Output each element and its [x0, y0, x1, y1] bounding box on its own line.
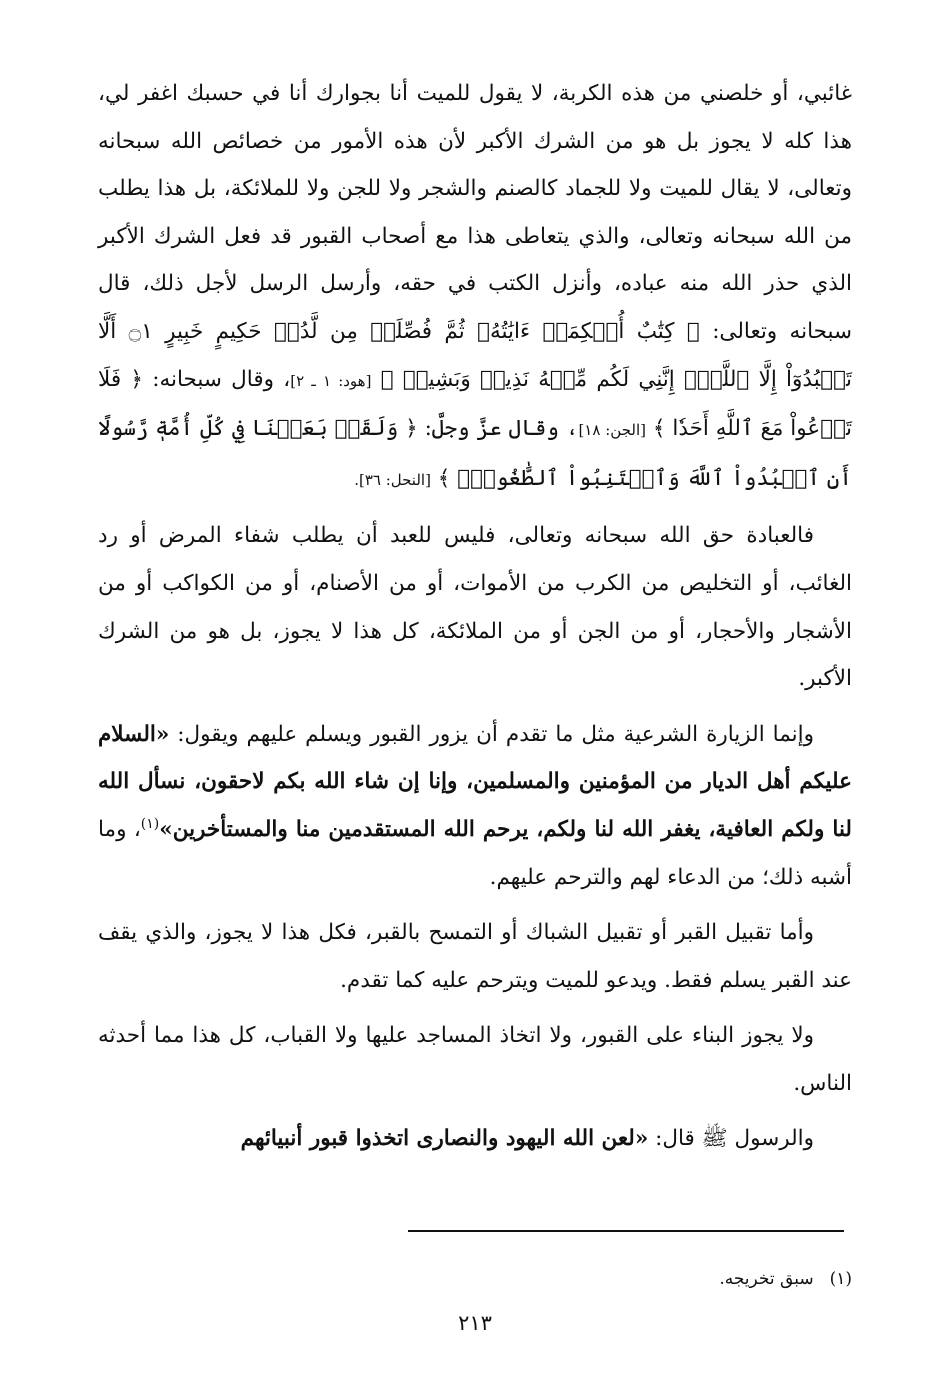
- paragraph-4: وأما تقبيل القبر أو تقبيل الشباك أو التمسح بالقبر، فكل هذا لا يجوز، والذي يقف عند القبر يسلم فقط. ويدعو للميت ويترحم عليه كما تقدم.: [98, 920, 852, 993]
- quran-verse-jinn: ﴿ فَلَا تَدۡعُواْ مَعَ ٱللَّهِ أَحَدٗا ﴾: [98, 366, 852, 442]
- footnote-text: سبق تخريجه.: [719, 1269, 814, 1289]
- verse-reference-jinn: [الجن: ١٨]: [578, 421, 646, 440]
- hadith-curse: «لعن الله اليهود والنصارى اتخذوا قبور أنبيائهم: [240, 1126, 649, 1152]
- footnote-divider: [408, 1230, 844, 1232]
- paragraph-2: فالعبادة حق الله سبحانه وتعالى، فليس للعبد أن يطلب شفاء المرض أو رد الغائب، أو التخليص من الكرب من الأموات، أو من الأصنام، أو من الكواكب أو من الأشجار والأحجار، أو من الجن أو من الملائكة، كل هذا لا يجوز، بل هو من الشرك الأكبر.: [98, 523, 852, 692]
- quran-verse-nahl: ﴿ وَلَقَدۡ بَعَثۡنَا فِي كُلِّ أُمَّةٖ رَّسُولًا أَنِ ٱعۡبُدُواْ ٱللَّهَ وَٱجۡتَنِبُواْ ٱلطَّٰغُوتَۖ ﴾: [98, 416, 852, 491]
- verse-reference-hud: [هود: ١ ـ ٢]: [290, 371, 372, 390]
- paragraph-1-connector-b: ، وقال عزَّ وجلَّ:: [424, 416, 579, 442]
- verse-reference-nahl: [النحل: ٣٦].: [354, 470, 431, 489]
- quran-verse-hud: ﴿ كِتَٰبٌ أُحۡكِمَتۡ ءَايَٰتُهُۥ ثُمَّ فُصِّلَتۡ مِن لَّدُنۡ حَكِيمٍ خَبِيرٍ ۝١ أَلَّا تَعۡبُدُوٓاْ إِلَّا ٱللَّهَۚ إِنَّنِي لَكُم مِّنۡهُ نَذِيرٞ وَبَشِيرٞ ﴾: [98, 318, 852, 392]
- footnote: [719, 1266, 852, 1292]
- paragraph-1-text: غائبي، أو خلصني من هذه الكربة، لا يقول للميت أنا بجوارك أنا في حسبك اغفر لي، هذا كله لا يجوز بل هو من الشرك الأكبر لأن هذه الأمور من خصائص الله سبحانه وتعالى، لا يقال للميت ولا للجماد كالصنم والشجر ولا للجن ولا للملائكة، بل هذا يطلب من الله سبحانه وتعالى، والذي يتعاطى هذا مع أصحاب القبور قد فعل الشرك الأكبر الذي حذر الله منه عباده، وأنزل الكتب في حقه، وأرسل الرسل لأجل ذلك، قال سبحانه وتعالى:: [98, 81, 853, 344]
- paragraph-1: [98, 70, 852, 504]
- footnote-marker: (١): [140, 815, 160, 832]
- paragraph-6-intro: والرسول ﷺ قال:: [655, 1126, 814, 1152]
- footnote-number: (١): [829, 1269, 852, 1289]
- paragraph-6: [98, 1115, 852, 1163]
- page-body: [98, 70, 852, 1171]
- hadith-grave-greeting: «السلام عليكم أهل الديار من المؤمنين والمسلمين، وإنا إن شاء الله بكم لاحقون، نسأل الله لنا ولكم العافية، يغفر الله لنا ولكم، يرحم الله المستقدمين منا والمستأخرين»: [98, 721, 852, 842]
- paragraph-5: ولا يجوز البناء على القبور، ولا اتخاذ المساجد عليها ولا القباب، كل هذا مما أحدثه الناس.: [98, 1023, 852, 1096]
- paragraph-3-tail: ، وما أشبه ذلك؛ من الدعاء لهم والترحم عليهم.: [98, 816, 852, 890]
- paragraph-3: [98, 711, 852, 901]
- paragraph-3-intro: وإنما الزيارة الشرعية مثل ما تقدم أن يزور القبور ويسلم عليهم ويقول:: [177, 721, 814, 747]
- page-number: ٢١٣: [458, 1311, 492, 1335]
- paragraph-1-connector-a: ، وقال سبحانه:: [152, 366, 291, 392]
